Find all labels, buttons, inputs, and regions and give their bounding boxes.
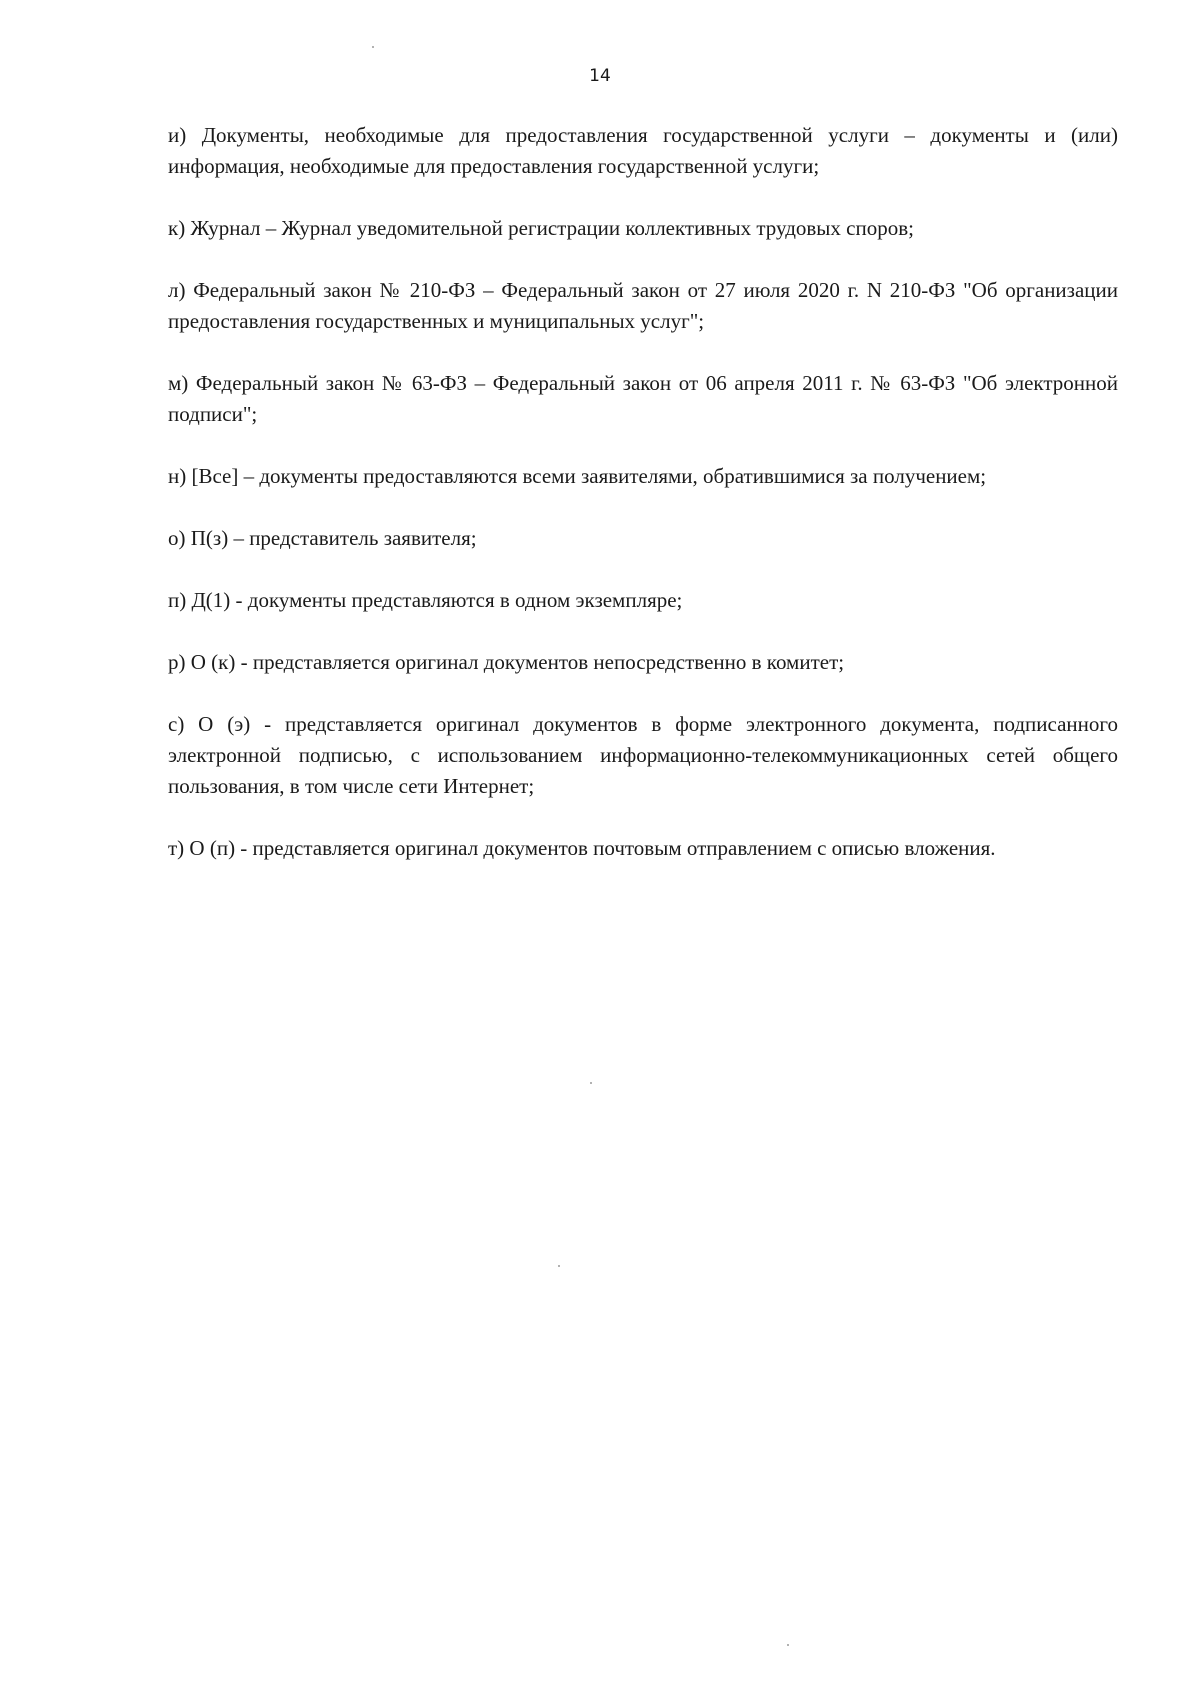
definition-paragraph-k: к) Журнал – Журнал уведомительной регистрации коллективных трудовых споров; [168, 216, 914, 240]
definition-paragraph-l: л) Федеральный закон № 210-ФЗ – Федеральный закон от 27 июля 2020 г. N 210-ФЗ "Об организации предоставления государственных и муниципальных услуг"; [168, 278, 1118, 333]
document-body [168, 120, 1118, 895]
definition-paragraph-r: р) О (к) - представляется оригинал документов непосредственно в комитет; [168, 650, 845, 674]
scan-speck [558, 1265, 560, 1267]
definition-paragraph-s: с) О (э) - представляется оригинал документов в форме электронного документа, подписанного электронной подписью, с использованием информационно-телекоммуникационных сетей общего пользования, в том числе сети Интернет; [168, 712, 1118, 798]
definition-paragraph-m: м) Федеральный закон № 63-ФЗ – Федеральный закон от 06 апреля 2011 г. № 63-ФЗ "Об электронной подписи"; [168, 371, 1118, 426]
scan-speck [590, 1082, 592, 1084]
definition-paragraph-n: н) [Все] – документы предоставляются всеми заявителями, обратившимися за получением; [168, 464, 987, 488]
definition-paragraph-t: т) О (п) - представляется оригинал документов почтовым отправлением с описью вложения. [168, 836, 996, 860]
page-number: 14 [589, 66, 611, 86]
scan-speck [372, 46, 374, 48]
definition-paragraph-p: п) Д(1) - документы представляются в одном экземпляре; [168, 588, 683, 612]
scan-speck [787, 1644, 789, 1646]
definition-paragraph-i: и) Документы, необходимые для предоставления государственной услуги – документы и (или) информация, необходимые для предоставления государственной услуги; [168, 123, 1118, 178]
definition-paragraph-o: о) П(з) – представитель заявителя; [168, 526, 477, 550]
